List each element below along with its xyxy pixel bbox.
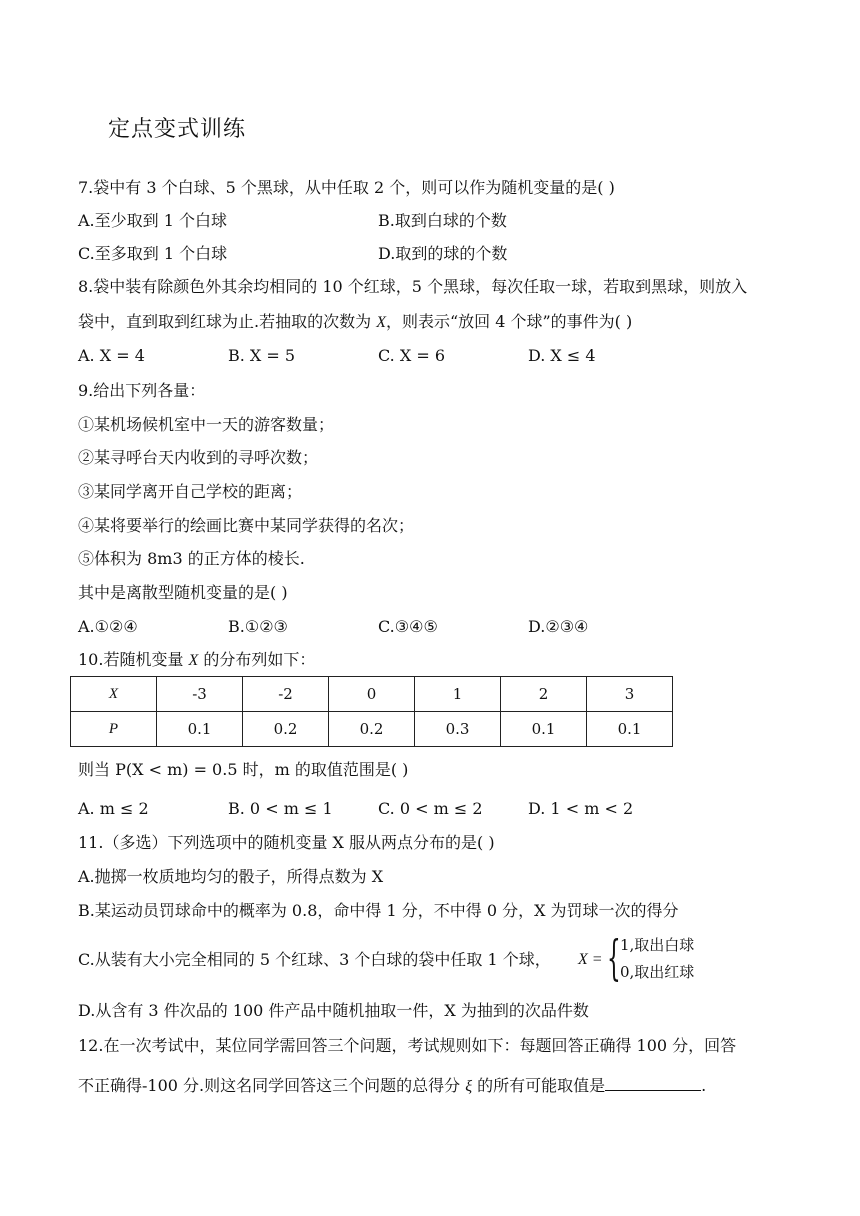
q9-item-5: ⑤体积为 8m3 的正方体的棱长. (78, 549, 305, 568)
q8-stem-line2 (78, 312, 632, 333)
table-cell: 0.1 (501, 712, 587, 747)
q11-option-c: C.从装有大小完全相同的 5 个红球、3 个白球的袋中任取 1 个球， (78, 950, 551, 969)
table-cell: -3 (157, 677, 243, 712)
q8-option-b: B. X = 5 (228, 346, 296, 365)
q11-option-d: D.从含有 3 件次品的 100 件产品中随机抽取一件，X 为抽到的次品件数 (78, 1001, 589, 1020)
q12-stem-line2 (78, 1076, 706, 1097)
brace-symbol: { (607, 930, 621, 986)
distribution-table (70, 676, 673, 747)
table-header-x: X (71, 677, 157, 712)
q7-stem: 7.袋中有 3 个白球、5 个黑球，从中任取 2 个，则可以作为随机变量的是( ) (78, 178, 615, 197)
table-cell: 0.3 (415, 712, 501, 747)
q7-option-d: D.取到的球的个数 (378, 244, 508, 263)
q7-option-a: A.至少取到 1 个白球 (78, 211, 227, 230)
q7-option-c: C.至多取到 1 个白球 (78, 244, 228, 263)
q11-c-case-1: 1,取出白球 (620, 936, 695, 954)
q8-option-c: C. X = 6 (378, 346, 445, 365)
table-cell: 2 (501, 677, 587, 712)
table-cell: 0.2 (243, 712, 329, 747)
q12-stem-text-b: 的所有可能取值是 (472, 1076, 606, 1095)
q9-option-c: C.③④⑤ (378, 617, 438, 636)
q9-item-3: ③某同学离开自己学校的距离； (78, 482, 303, 501)
q10-condition: 则当 P(X < m) = 0.5 时，m 的取值范围是( ) (78, 760, 409, 779)
q10-option-b: B. 0 < m ≤ 1 (228, 799, 333, 818)
table-cell: 0.1 (587, 712, 673, 747)
q11-stem: 11.（多选）下列选项中的随机变量 X 服从两点分布的是( ) (78, 833, 495, 852)
q11-c-case-2: 0,取出红球 (620, 963, 695, 981)
q7-option-b: B.取到白球的个数 (378, 211, 507, 230)
q10-option-c: C. 0 < m ≤ 2 (378, 799, 483, 818)
table-cell: 1 (415, 677, 501, 712)
q9-option-d: D.②③④ (528, 617, 589, 636)
table-cell: -2 (243, 677, 329, 712)
table-row-p (71, 712, 673, 747)
table-cell: 0 (329, 677, 415, 712)
q12-variable: ξ (465, 1078, 473, 1095)
q10-stem (78, 650, 315, 671)
section-title: 定点变式训练 (108, 117, 247, 142)
q10-option-d: D. 1 < m < 2 (528, 799, 634, 818)
q12-stem-end: . (701, 1076, 707, 1095)
q10-variable: X (188, 652, 199, 669)
q11-option-b: B.某运动员罚球命中的概率为 0.8，命中得 1 分，不中得 0 分，X 为罚球一次的得分 (78, 901, 679, 920)
q8-variable: X (376, 314, 386, 331)
q8-option-d: D. X ≤ 4 (528, 346, 596, 365)
table-header-p: P (71, 712, 157, 747)
q9-option-b: B.①②③ (228, 617, 288, 636)
q9-item-2: ②某寻呼台天内收到的寻呼次数； (78, 448, 319, 467)
table-cell: 0.2 (329, 712, 415, 747)
table-row-x (71, 677, 673, 712)
answer-blank[interactable] (605, 1076, 701, 1091)
q12-stem-line1: 12.在一次考试中，某位同学需回答三个问题，考试规则如下：每题回答正确得 100 分，回答 (78, 1036, 737, 1055)
q9-question: 其中是离散型随机变量的是( ) (78, 583, 288, 602)
q9-option-a: A.①②④ (78, 617, 138, 636)
q11-option-a: A.抛掷一枚质地均匀的骰子，所得点数为 X (78, 867, 384, 886)
table-cell: 0.1 (157, 712, 243, 747)
q8-stem-text-b: ，则表示“放回 4 个球”的事件为( ) (385, 312, 633, 331)
table-cell: 3 (587, 677, 673, 712)
q8-stem-text-a: 袋中，直到取到红球为止.若抽取的次数为 (78, 312, 377, 331)
q9-item-1: ①某机场候机室中一天的游客数量； (78, 415, 335, 434)
q10-stem-text-a: 10.若随机变量 (78, 650, 189, 669)
q10-stem-text-b: 的分布列如下： (198, 650, 316, 669)
q12-stem-text-a: 不正确得-100 分.则这名同学回答这三个问题的总得分 (78, 1076, 466, 1095)
q9-stem: 9.给出下列各量： (78, 381, 206, 400)
q10-option-a: A. m ≤ 2 (78, 799, 149, 818)
q9-item-4: ④某将要举行的绘画比赛中某同学获得的名次； (78, 516, 415, 535)
q8-stem-line1: 8.袋中装有除颜色外其余均相同的 10 个红球，5 个黑球，每次任取一球，若取到黑球，则放入 (78, 277, 748, 296)
q8-option-a: A. X = 4 (78, 346, 145, 365)
q11-c-variable: X = (578, 951, 603, 968)
